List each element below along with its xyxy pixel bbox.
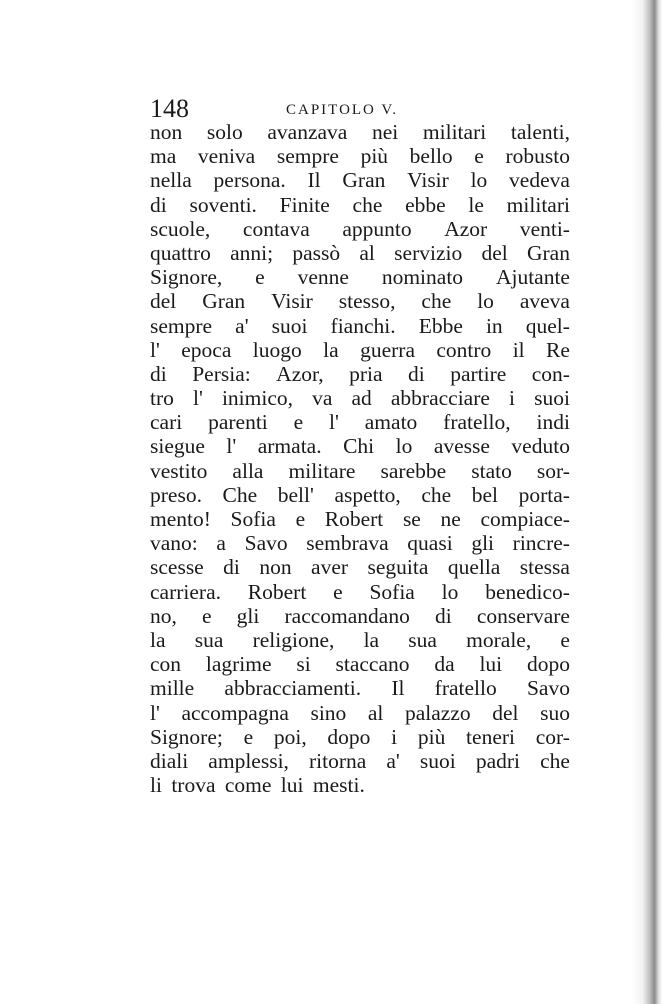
text-line: li trova come lui mesti.	[150, 773, 365, 798]
chapter-heading: CAPITOLO V.	[286, 102, 399, 118]
text-line: quattro anni; passò al servizio del Gran	[150, 240, 570, 265]
text-line: con lagrime si staccano da lui dopo	[150, 652, 570, 677]
text-line: cari parenti e l' amato fratello, indi	[150, 410, 570, 435]
text-line: di soventi. Finite che ebbe le militari	[150, 192, 570, 217]
text-line: scesse di non aver seguita quella stessa	[150, 555, 570, 580]
text-line: carriera. Robert e Sofia lo benedico-	[150, 579, 570, 604]
text-line: tro l' inimico, va ad abbracciare i suoi	[150, 386, 570, 411]
text-line: del Gran Visir stesso, che lo aveva	[150, 289, 570, 314]
text-line: no, e gli raccomandano di conservare	[150, 603, 570, 628]
text-line: di Persia: Azor, pria di partire con-	[150, 361, 570, 386]
text-line: ma veniva sempre più bello e robusto	[150, 144, 570, 169]
text-line: scuole, contava appunto Azor venti-	[150, 216, 570, 241]
text-line: nella persona. Il Gran Visir lo vedeva	[150, 168, 570, 193]
page-number: 148	[150, 94, 189, 123]
text-line: mille abbracciamenti. Il fratello Savo	[150, 676, 570, 701]
text-line: non solo avanzava nei militari talenti,	[150, 120, 570, 144]
body-text	[150, 120, 570, 797]
text-line: l' accompagna sino al palazzo del suo	[150, 700, 570, 725]
text-line: l' epoca luogo la guerra contro il Re	[150, 337, 570, 362]
text-line: mento! Sofia e Robert se ne compiace-	[150, 507, 570, 531]
text-line: preso. Che bell' aspetto, che bel porta-	[150, 482, 570, 507]
text-line: siegue l' armata. Chi lo avesse veduto	[150, 434, 570, 459]
page-edge-shadow	[632, 0, 662, 1004]
text-line: Signore, e venne nominato Ajutante	[150, 265, 570, 290]
text-line: la sua religione, la sua morale, e	[150, 627, 570, 652]
text-line: vano: a Savo sembrava quasi gli rincre-	[150, 531, 570, 556]
text-line: diali amplessi, ritorna a' suoi padri che	[150, 748, 570, 773]
text-line: Signore; e poi, dopo i più teneri cor-	[150, 724, 570, 749]
text-line: sempre a' suoi fianchi. Ebbe in quel-	[150, 313, 570, 338]
text-line: vestito alla militare sarebbe stato sor-	[150, 458, 570, 483]
